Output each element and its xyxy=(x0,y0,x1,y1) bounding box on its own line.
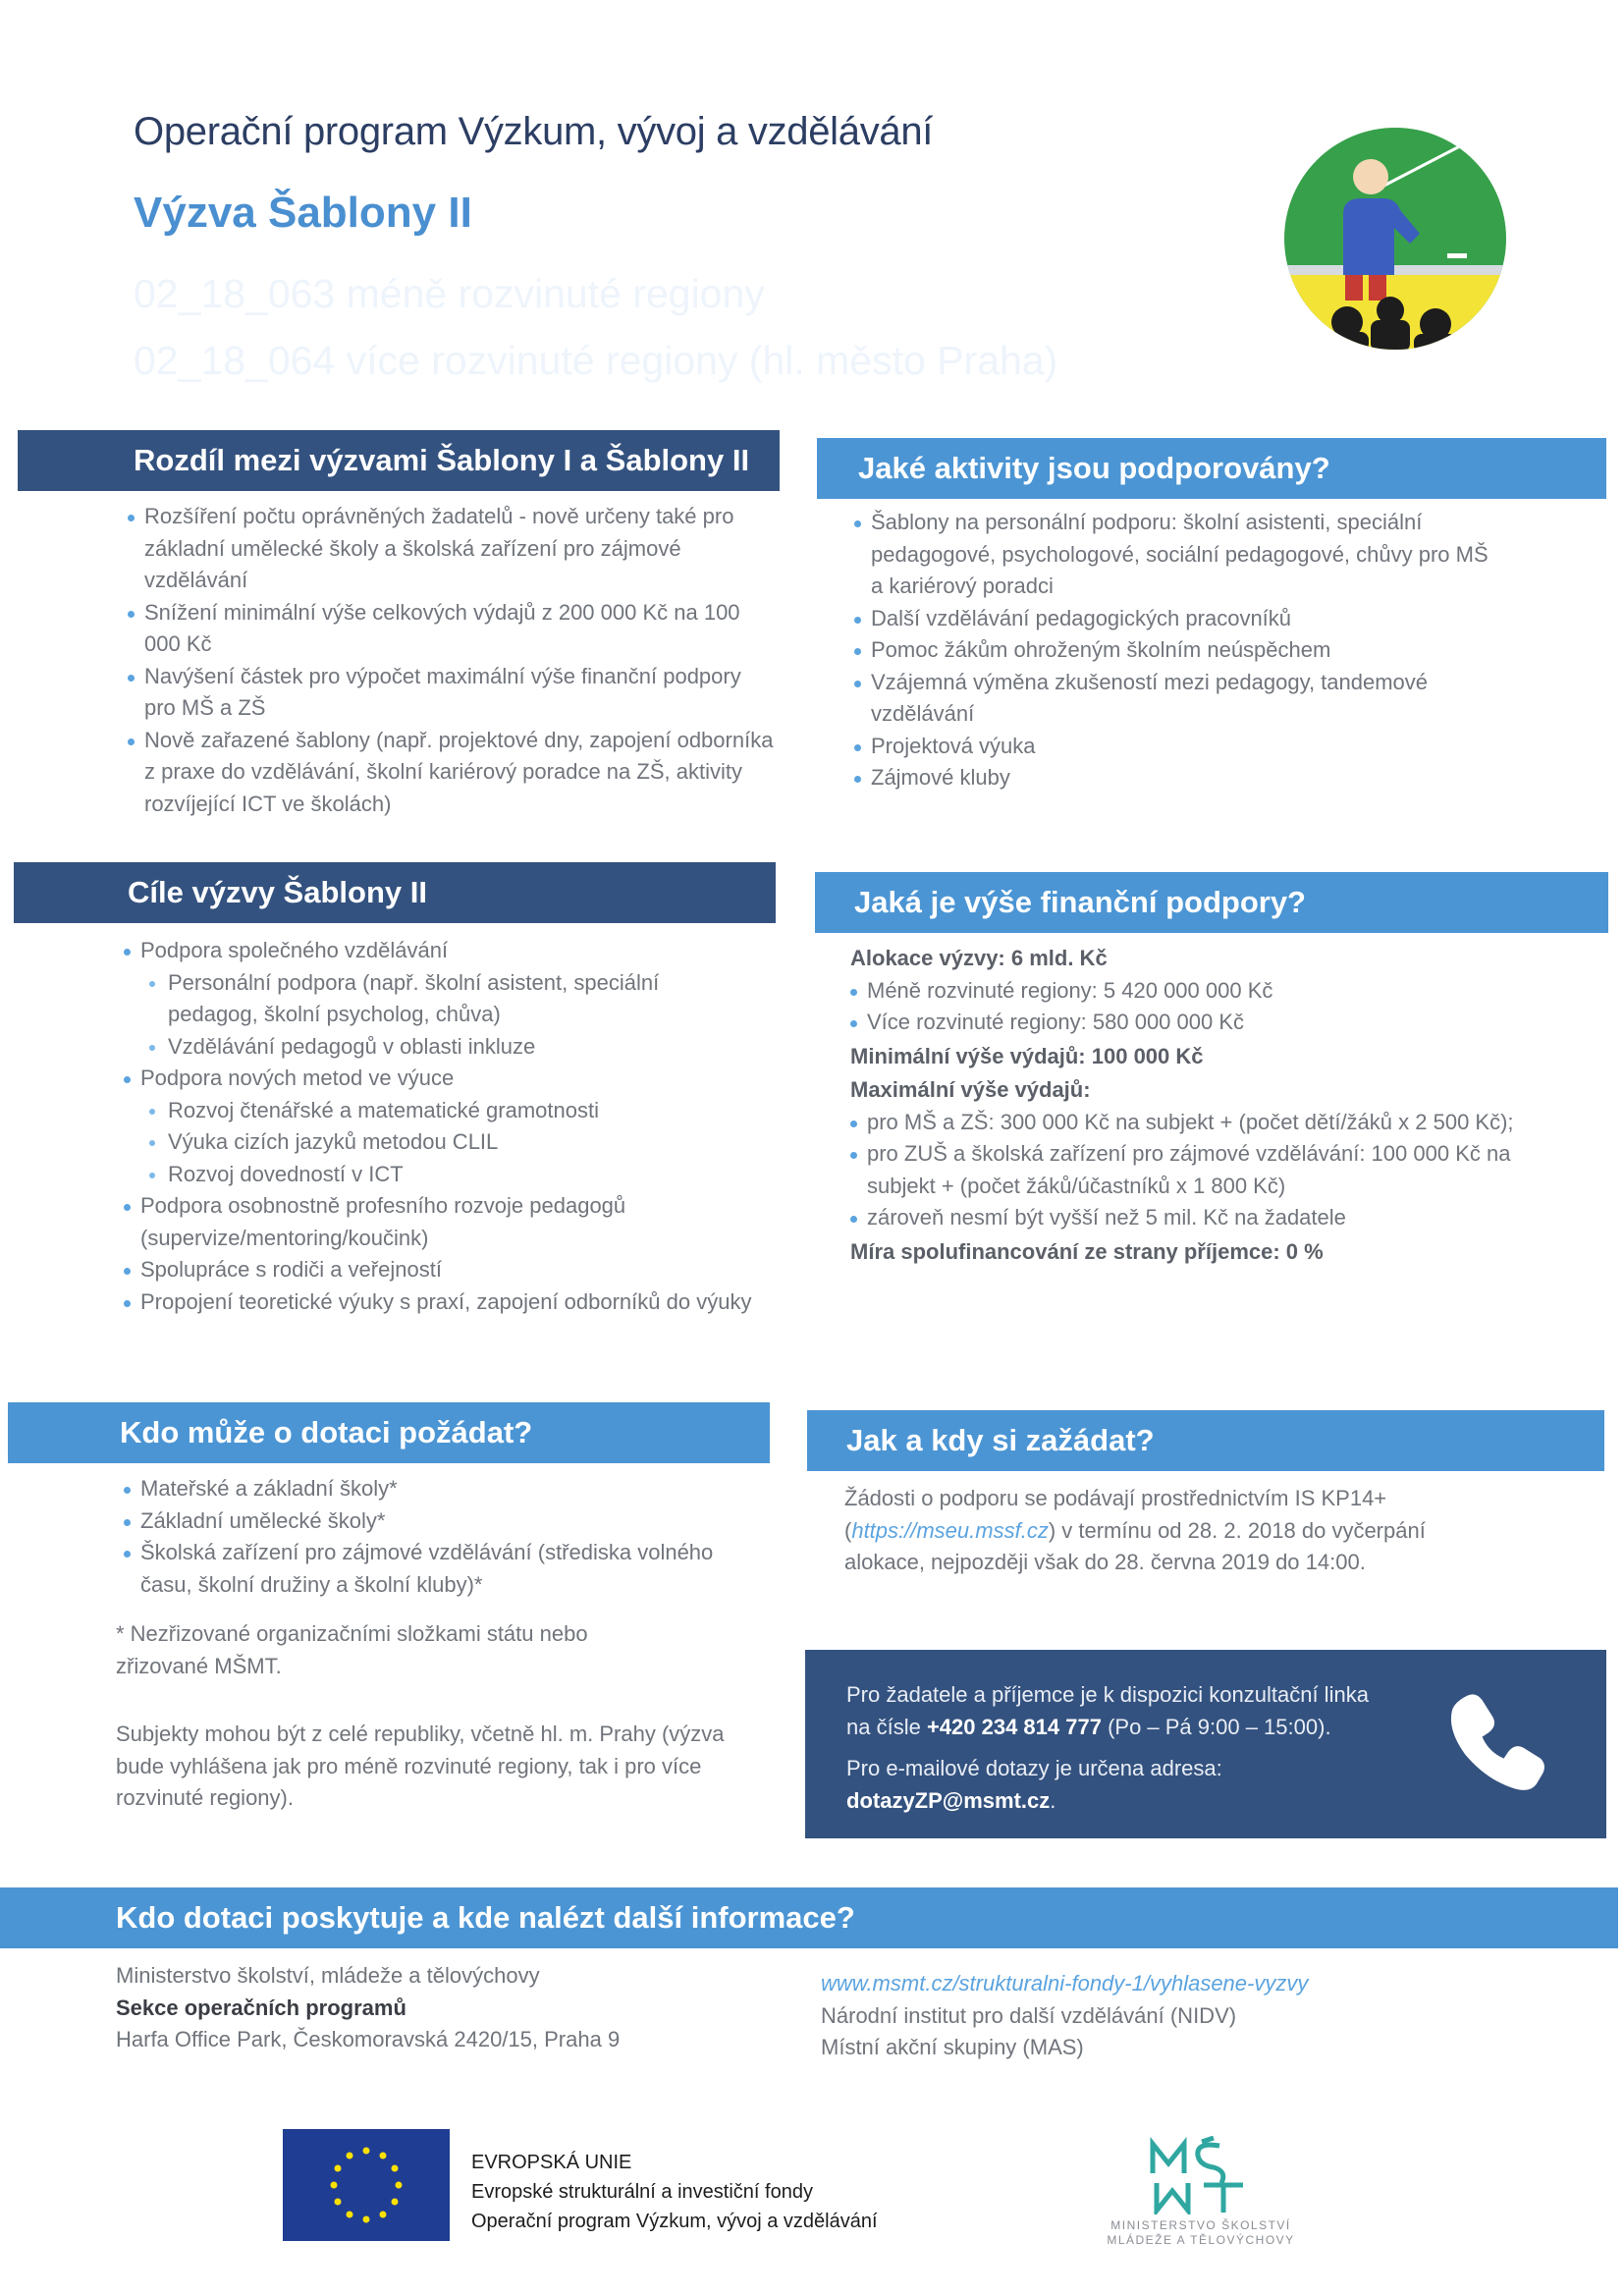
eu-flag-logo xyxy=(283,2129,450,2241)
list-item: Méně rozvinuté regiony: 5 420 000 000 Kč xyxy=(850,975,1528,1008)
eu-line-3: Operační program Výzkum, vývoj a vzdělávání xyxy=(471,2211,878,2232)
contact-box xyxy=(805,1650,1606,1838)
list-subitem: Rozvoj čtenářské a matematické gramotnosti xyxy=(124,1095,752,1127)
mas-text: Místní akční skupiny (MAS) xyxy=(821,2035,1084,2059)
call-title: Výzva Šablony II xyxy=(134,189,472,237)
list-subitem: Rozvoj dovedností v ICT xyxy=(124,1159,752,1191)
list-item: Zájmové kluby xyxy=(854,762,1492,794)
list-item: Navýšení částek pro výpočet maximální výše finanční podpory pro MŠ a ZŠ xyxy=(128,661,776,725)
list-item: zároveň nesmí být vyšší než 5 mil. Kč na žadatele xyxy=(850,1202,1528,1234)
eu-line-2: Evropské strukturální a investiční fondy xyxy=(471,2181,813,2203)
section-heading-kdo: Kdo může o dotaci požádat? xyxy=(8,1402,770,1463)
contact-line-2-pre: na čísle xyxy=(846,1714,927,1739)
list-item: pro ZUŠ a školská zařízení pro zájmové vzdělávání: 100 000 Kč na subjekt + (počet žáků/účastníků x 1 800 Kč) xyxy=(850,1138,1528,1202)
section-heading-aktivity: Jaké aktivity jsou podporovány? xyxy=(817,438,1606,499)
list-subitem: Vzdělávání pedagogů v oblasti inkluze xyxy=(124,1031,752,1064)
list-subitem: Personální podpora (např. školní asistent, speciální pedagog, školní psycholog, chůva) xyxy=(124,967,752,1031)
list-item: Nově zařazené šablony (např. projektové dny, zapojení odborníka z praxe do vzdělávání, školní kariérový poradce na ZŠ, aktivity rozvíjející ICT ve školách) xyxy=(128,725,776,821)
rozdil-list xyxy=(128,501,776,820)
alokace-label: Alokace výzvy: 6 mld. Kč xyxy=(850,946,1108,970)
list-item: Projektová výuka xyxy=(854,731,1492,763)
list-item: Školská zařízení pro zájmové vzdělávání (střediska volného času, školní družiny a školní kluby)* xyxy=(124,1537,732,1601)
msmt-web-link[interactable]: www.msmt.cz/strukturalni-fondy-1/vyhlasene-vyzvy xyxy=(821,1971,1309,1995)
phone-icon xyxy=(1443,1687,1551,1795)
call-code-2: 02_18_064 více rozvinuté regiony (hl. město Praha) xyxy=(134,338,1058,383)
list-item: Pomoc žákům ohroženým školním neúspěchem xyxy=(854,634,1492,667)
contact-hotline xyxy=(846,1679,1435,1743)
alokace-list xyxy=(850,975,1528,1039)
ministry-address: Harfa Office Park, Českomoravská 2420/15, Praha 9 xyxy=(116,2027,621,2051)
phone-number[interactable]: +420 234 814 777 xyxy=(926,1714,1102,1739)
msmt-logo xyxy=(1145,2136,1263,2214)
links-block xyxy=(821,1968,1567,2064)
eu-text-block xyxy=(471,2148,878,2236)
msmt-logo-icon xyxy=(1145,2136,1263,2214)
kdo-footnote: * Nezřizované organizačními složkami státu nebo zřizované MŠMT. xyxy=(116,1621,588,1678)
list-item: Šablony na personální podporu: školní asistenti, speciální pedagogové, psychologové, sociální pedagogové, chůvy pro MŠ a kariérový poradci xyxy=(854,507,1492,603)
list-item: Další vzdělávání pedagogických pracovníků xyxy=(854,603,1492,635)
list-item: Rozšíření počtu oprávněných žadatelů - nově určeny také pro základní umělecké školy a školská zařízení pro zájmové vzdělávání xyxy=(128,501,776,597)
eu-line-1: EVROPSKÁ UNIE xyxy=(471,2152,632,2173)
list-item: Spolupráce s rodiči a veřejností xyxy=(124,1254,752,1286)
list-item: pro MŠ a ZŠ: 300 000 Kč na subjekt + (počet dětí/žáků x 2 500 Kč); xyxy=(850,1107,1528,1139)
section-heading-financni: Jaká je výše finanční podpory? xyxy=(815,872,1608,933)
list-item: Mateřské a základní školy* xyxy=(124,1473,732,1505)
email-label: Pro e-mailové dotazy je určena adresa: xyxy=(846,1756,1222,1780)
cile-list xyxy=(124,935,752,1318)
min-label: Minimální výše výdajů: 100 000 Kč xyxy=(850,1043,1204,1068)
section-heading-cile: Cíle výzvy Šablony II xyxy=(14,862,776,923)
list-item: Vzájemná výměna zkušeností mezi pedagogy, tandemové vzdělávání xyxy=(854,667,1492,731)
jak-text-1: Žádosti o podporu se podávají prostřednictvím IS KP14+ ( xyxy=(844,1486,1387,1543)
jak-text xyxy=(844,1483,1492,1579)
financni-content xyxy=(850,943,1528,1268)
contact-line-2-post: (Po – Pá 9:00 – 15:00). xyxy=(1101,1714,1331,1739)
list-item: Podpora společného vzdělávání xyxy=(124,935,752,967)
msmt-line-1: MINISTERSTVO ŠKOLSTVÍ xyxy=(1110,2218,1291,2232)
call-code-1: 02_18_063 méně rozvinuté regiony xyxy=(134,271,765,316)
list-subitem: Výuka cizích jazyků metodou CLIL xyxy=(124,1126,752,1159)
email-address[interactable]: dotazyZP@msmt.cz xyxy=(846,1787,1051,1813)
msmt-text-block xyxy=(1078,2218,1324,2248)
list-item: Podpora nových metod ve výuce xyxy=(124,1063,752,1095)
teacher-illustration xyxy=(1284,128,1506,350)
aktivity-list xyxy=(854,507,1492,794)
jak-text-2: ) v termínu od 28. 2. 2018 do vyčerpání alokace, nejpozději však do 28. června 2019 do 14:00. xyxy=(844,1517,1426,1574)
kdo-note: Subjekty mohou být z celé republiky, včetně hl. m. Prahy (výzva bude vyhlášena jak pro méně rozvinuté regiony, tak i pro více rozvinuté regiony). xyxy=(116,1722,725,1810)
ministry-name: Ministerstvo školství, mládeže a tělovýchovy xyxy=(116,1963,540,1988)
list-item: Podpora osobnostně profesního rozvoje pedagogů (supervize/mentoring/koučink) xyxy=(124,1190,752,1254)
kp14-link[interactable]: https://mseu.mssf.cz xyxy=(851,1517,1049,1543)
teacher-classroom-icon xyxy=(1284,128,1506,350)
kdo-list xyxy=(124,1473,732,1601)
section-heading-jak: Jak a kdy si zažádat? xyxy=(807,1410,1604,1471)
list-item: Snížení minimální výše celkových výdajů z 200 000 Kč na 100 000 Kč xyxy=(128,597,776,661)
eu-stars-icon xyxy=(283,2129,450,2241)
msmt-line-2: MLÁDEŽE A TĚLOVÝCHOVY xyxy=(1107,2233,1295,2247)
list-item: Základní umělecké školy* xyxy=(124,1505,732,1538)
contact-line-1: Pro žadatele a příjemce je k dispozici konzultační linka xyxy=(846,1682,1369,1707)
ministry-block xyxy=(116,1960,764,2056)
list-item: Propojení teoretické výuky s praxí, zapojení odborníků do výuky xyxy=(124,1286,752,1319)
max-list xyxy=(850,1107,1528,1234)
nidv-text: Národní institut pro další vzdělávání (NIDV) xyxy=(821,2002,1237,2028)
list-item: Více rozvinuté regiony: 580 000 000 Kč xyxy=(850,1007,1528,1039)
section-heading-poskytuje: Kdo dotaci poskytuje a kde nalézt další informace? xyxy=(0,1887,1618,1948)
program-title: Operační program Výzkum, vývoj a vzdělávání xyxy=(134,110,934,153)
email-post: . xyxy=(1050,1787,1056,1813)
section-name: Sekce operačních programů xyxy=(116,1995,406,2020)
max-label: Maximální výše výdajů: xyxy=(850,1077,1091,1102)
section-heading-rozdil: Rozdíl mezi výzvami Šablony I a Šablony II xyxy=(18,430,780,491)
mira-label: Míra spolufinancování ze strany příjemce: 0 % xyxy=(850,1238,1324,1264)
